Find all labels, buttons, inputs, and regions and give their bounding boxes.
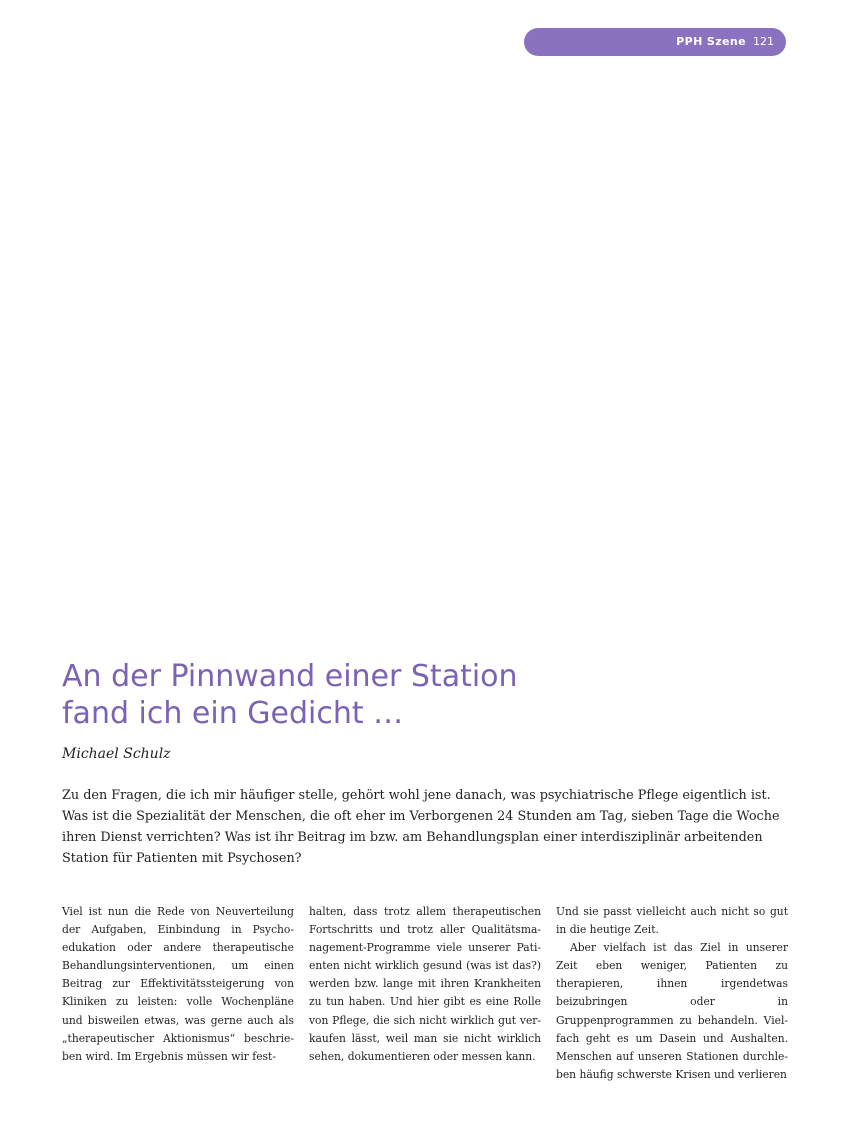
title-line-1: An der Pinnwand einer Station [62,659,518,694]
paragraph: Und sie passt vielleicht auch nicht so gut in die heutige Zeit. [556,905,788,937]
paragraph: halten, dass trotz allem therapeutischen Fortschritts und trotz aller Qualitätsmanagement-Programme viele unserer Patienten nicht wirklich gesund (was ist das?) werden bzw. lange mit ihren Krankheiten zu tun haben. Und hier gibt es eine Rolle von Pflege, die sich nicht wirklich gut verkaufen lässt, weil man sie nicht wirklich sehen, dokumentieren oder messen kann. [309,905,541,1063]
page-number: 121 [753,35,774,48]
body-column-1 [62,903,294,1066]
author-name: Michael Schulz [62,746,171,762]
running-header [524,28,786,56]
paragraph: Viel ist nun die Rede von Neuverteilung der Aufgaben, Einbindung in Psychoedukation oder andere therapeutische Behandlungsinterventionen, um einen Beitrag zur Effektivitätssteigerung von Kliniken zu leisten: volle Wochenpläne und bisweilen etwas, was gerne auch als „therapeutischer Aktionismus“ beschrieben wird. Im Ergebnis müssen wir fest- [62,905,294,1063]
lead-paragraph: Zu den Fragen, die ich mir häufiger stelle, gehört wohl jene danach, was psychiatrische Pflege eigentlich ist. Was ist die Spezialität der Menschen, die oft eher im Verborgenen 24 Stunden am Tag, sieben Tage die Woche ihren Dienst verrichten? Was ist ihr Beitrag im bzw. am Behandlungsplan einer interdisziplinär arbeitenden Station für Patienten mit Psychosen? [62,788,780,866]
article-title [62,658,622,732]
body-column-3 [556,903,788,1084]
body-column-2 [309,903,541,1066]
paragraph: Aber vielfach ist das Ziel in unserer Zeit eben weniger, Patienten zu therapieren, ihnen irgendetwas beizubringen oder in Gruppenprogrammen zu behandeln. Vielfach geht es um Dasein und Aushalten. Menschen auf unseren Stationen durchleben häufig schwerste Krisen und verlieren [556,941,788,1081]
section-title: PPH Szene [676,35,746,48]
title-line-2: fand ich ein Gedicht … [62,696,404,731]
